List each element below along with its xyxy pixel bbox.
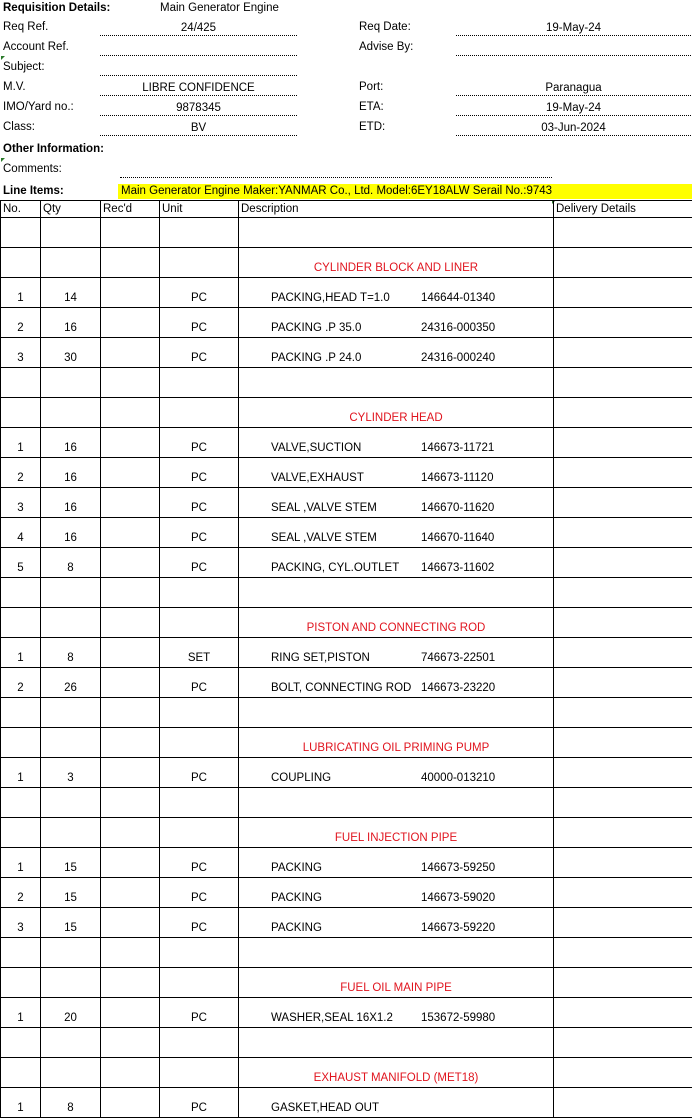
item-delivery-details[interactable] [554,308,692,338]
item-part-number: 146673-59020 [421,892,521,904]
comments-value[interactable] [120,163,552,178]
description-wrapper [241,502,551,514]
item-unit: PC [160,278,239,308]
empty-cell [1,818,41,848]
description-wrapper [241,772,551,784]
empty-cell [1,1058,41,1088]
account-ref-label: Account Ref. [3,41,69,53]
table-row [1,1088,692,1118]
port-label: Port: [359,81,383,93]
item-unit: PC [160,1088,239,1118]
req-date-label: Req Date: [359,21,411,33]
item-description [239,1088,554,1118]
header-no: No. [1,201,41,218]
req-date-value[interactable]: 19-May-24 [456,21,691,36]
item-part-number: 146644-01340 [421,292,521,304]
class-value[interactable]: BV [100,121,297,136]
table-row [1,878,692,908]
item-description [239,998,554,1028]
item-delivery-details[interactable] [554,848,692,878]
empty-cell [160,788,239,818]
item-no: 3 [1,488,41,518]
item-part-number: 146673-59250 [421,862,521,874]
empty-cell [160,698,239,728]
item-delivery-details[interactable] [554,548,692,578]
item-no: 1 [1,278,41,308]
spacer-row [1,218,692,248]
empty-cell [239,368,554,398]
description-wrapper [241,892,551,904]
spacer-row [1,788,692,818]
item-unit: PC [160,758,239,788]
other-information-title: Other Information: [3,143,104,155]
item-part-number: 146670-11640 [421,532,521,544]
description-wrapper [241,472,551,484]
advise-by-label: Advise By: [359,41,413,53]
item-qty: 15 [41,878,101,908]
spacer-row [1,578,692,608]
req-ref-label: Req Ref. [3,21,48,33]
empty-cell [1,398,41,428]
item-received[interactable] [101,338,160,368]
item-received[interactable] [101,848,160,878]
empty-cell [1,938,41,968]
empty-cell [41,818,101,848]
item-delivery-details[interactable] [554,458,692,488]
section-title: CYLINDER HEAD [239,398,554,428]
item-unit: PC [160,338,239,368]
item-description [239,668,554,698]
item-received[interactable] [101,278,160,308]
item-name: SEAL ,VALVE STEM [271,502,421,514]
section-header-row [1,1058,692,1088]
item-part-number: 146673-11602 [421,562,521,574]
item-part-number: 146673-11120 [421,472,521,484]
empty-cell[interactable] [101,1028,160,1058]
empty-cell [160,968,239,998]
spacer-row [1,938,692,968]
description-wrapper [241,532,551,544]
item-name: RING SET,PISTON [271,652,421,664]
table-row [1,638,692,668]
etd-label: ETD: [359,121,385,133]
empty-cell[interactable] [101,578,160,608]
item-no: 1 [1,848,41,878]
advise-by-value[interactable] [456,41,691,56]
empty-cell [160,608,239,638]
header-unit: Unit [160,201,239,218]
line-items-banner [118,184,692,199]
empty-cell [160,1028,239,1058]
item-qty: 15 [41,848,101,878]
item-name: WASHER,SEAL 16X1.2 [271,1012,421,1024]
port-value[interactable]: Paranagua [456,81,691,96]
empty-cell [1,218,41,248]
description-wrapper [241,1102,551,1114]
item-name: VALVE,EXHAUST [271,472,421,484]
description-wrapper [241,352,551,364]
item-no: 3 [1,338,41,368]
empty-cell [160,728,239,758]
item-delivery-details[interactable] [554,488,692,518]
empty-cell [160,398,239,428]
item-no: 1 [1,428,41,458]
section-title: CYLINDER BLOCK AND LINER [239,248,554,278]
item-description [239,458,554,488]
empty-cell[interactable] [554,938,692,968]
item-no: 2 [1,308,41,338]
item-part-number: 24316-000350 [421,322,521,334]
item-name: PACKING .P 24.0 [271,352,421,364]
empty-cell[interactable] [554,368,692,398]
empty-cell [41,248,101,278]
item-name: PACKING, CYL.OUTLET [271,562,421,574]
table-row [1,428,692,458]
item-delivery-details[interactable] [554,668,692,698]
empty-cell [41,968,101,998]
item-qty: 16 [41,518,101,548]
item-name: PACKING [271,862,421,874]
item-delivery-details[interactable] [554,758,692,788]
empty-cell [41,938,101,968]
account-ref-value[interactable] [100,41,297,56]
item-no: 4 [1,518,41,548]
item-received[interactable] [101,878,160,908]
section-header-row [1,728,692,758]
empty-cell [41,398,101,428]
imo-label: IMO/Yard no.: [3,101,74,113]
empty-cell [1,608,41,638]
empty-cell [160,578,239,608]
empty-cell [41,698,101,728]
empty-cell [239,218,554,248]
item-unit: SET [160,638,239,668]
item-description [239,878,554,908]
item-no: 1 [1,638,41,668]
empty-cell[interactable] [554,788,692,818]
table-row [1,488,692,518]
empty-cell [1,578,41,608]
table-row [1,998,692,1028]
table-row [1,848,692,878]
item-description [239,488,554,518]
item-unit: PC [160,458,239,488]
table-header-row [1,201,692,218]
empty-cell [101,968,160,998]
table-row [1,518,692,548]
table-row [1,548,692,578]
empty-cell [41,578,101,608]
item-part-number: 40000-013210 [421,772,521,784]
item-delivery-details[interactable] [554,878,692,908]
item-delivery-details[interactable] [554,998,692,1028]
section-title: LUBRICATING OIL PRIMING PUMP [239,728,554,758]
item-no: 1 [1,1088,41,1118]
item-no: 1 [1,998,41,1028]
empty-cell [239,788,554,818]
empty-cell [101,398,160,428]
empty-cell[interactable] [554,1028,692,1058]
empty-cell [160,248,239,278]
item-name: PACKING .P 35.0 [271,322,421,334]
item-qty: 16 [41,458,101,488]
item-delivery-details[interactable] [554,338,692,368]
empty-cell[interactable] [101,938,160,968]
comments-label: Comments: [3,163,62,175]
item-unit: PC [160,518,239,548]
mv-label: M.V. [3,81,26,93]
line-items-table [0,200,692,1118]
empty-cell [554,818,692,848]
item-qty: 15 [41,908,101,938]
item-name: PACKING [271,922,421,934]
subject-label: Subject: [3,61,45,73]
item-part-number: 153672-59980 [421,1012,521,1024]
description-wrapper [241,292,551,304]
item-unit: PC [160,428,239,458]
empty-cell [239,698,554,728]
item-received[interactable] [101,638,160,668]
item-received[interactable] [101,488,160,518]
empty-cell [1,728,41,758]
item-no: 2 [1,668,41,698]
empty-cell [41,368,101,398]
etd-value[interactable]: 03-Jun-2024 [456,121,691,136]
item-qty: 8 [41,638,101,668]
subject-value[interactable] [100,61,297,76]
item-no: 3 [1,908,41,938]
item-description [239,908,554,938]
empty-cell [554,608,692,638]
item-description [239,518,554,548]
description-wrapper [241,862,551,874]
description-wrapper [241,1012,551,1024]
empty-cell[interactable] [101,698,160,728]
item-part-number: 146673-59220 [421,922,521,934]
empty-cell[interactable] [101,218,160,248]
description-wrapper [241,562,551,574]
empty-cell [160,938,239,968]
spacer-row [1,1028,692,1058]
item-unit: PC [160,998,239,1028]
item-qty: 8 [41,548,101,578]
item-unit: PC [160,548,239,578]
item-received[interactable] [101,908,160,938]
item-description [239,848,554,878]
item-no: 2 [1,458,41,488]
item-delivery-details[interactable] [554,278,692,308]
item-no: 1 [1,758,41,788]
item-delivery-details[interactable] [554,428,692,458]
item-part-number: 146673-23220 [421,682,521,694]
eta-label: ETA: [359,101,384,113]
item-qty: 16 [41,308,101,338]
table-row [1,458,692,488]
line-items-label: Line Items: [3,185,64,197]
item-description [239,428,554,458]
item-received[interactable] [101,308,160,338]
item-name: SEAL ,VALVE STEM [271,532,421,544]
cell-comment-marker [1,158,5,162]
empty-cell [1,968,41,998]
item-received[interactable] [101,548,160,578]
empty-cell [160,218,239,248]
empty-cell [101,248,160,278]
empty-cell [41,218,101,248]
item-part-number: 746673-22501 [421,652,521,664]
item-no: 5 [1,548,41,578]
section-header-row [1,818,692,848]
table-row [1,338,692,368]
section-title: PISTON AND CONNECTING ROD [239,608,554,638]
table-row [1,668,692,698]
eta-value[interactable]: 19-May-24 [456,101,691,116]
section-header-row [1,248,692,278]
item-delivery-details[interactable] [554,638,692,668]
empty-cell[interactable] [554,218,692,248]
cell-comment-marker [1,56,5,60]
section-title: FUEL INJECTION PIPE [239,818,554,848]
item-received[interactable] [101,428,160,458]
empty-cell [101,818,160,848]
item-received[interactable] [101,1088,160,1118]
empty-cell[interactable] [101,788,160,818]
spacer-row [1,698,692,728]
empty-cell[interactable] [101,368,160,398]
imo-value[interactable]: 9878345 [100,101,297,116]
item-part-number: 24316-000240 [421,352,521,364]
empty-cell [41,1028,101,1058]
item-name: GASKET,HEAD OUT [271,1102,421,1114]
line-items-body [1,218,692,1118]
empty-cell [41,1058,101,1088]
requisition-details-label: Requisition Details: [3,2,110,14]
item-name: PACKING,HEAD T=1.0 [271,292,421,304]
header-recd: Rec'd [101,201,160,218]
empty-cell [160,1058,239,1088]
item-name: VALVE,SUCTION [271,442,421,454]
item-name: PACKING [271,892,421,904]
table-row [1,908,692,938]
item-part-number: 146673-11721 [421,442,521,454]
item-delivery-details[interactable] [554,1088,692,1118]
empty-cell [1,1028,41,1058]
section-title: EXHAUST MANIFOLD (MET18) [239,1058,554,1088]
item-qty: 20 [41,998,101,1028]
spacer-row [1,368,692,398]
item-name: COUPLING [271,772,421,784]
description-wrapper [241,922,551,934]
item-received[interactable] [101,998,160,1028]
section-header-row [1,608,692,638]
item-description [239,308,554,338]
item-description [239,638,554,668]
item-part-number: 146670-11620 [421,502,521,514]
item-unit: PC [160,848,239,878]
item-qty: 16 [41,488,101,518]
item-qty: 30 [41,338,101,368]
item-received[interactable] [101,458,160,488]
item-unit: PC [160,668,239,698]
item-unit: PC [160,878,239,908]
empty-cell [239,938,554,968]
empty-cell [554,248,692,278]
empty-cell [101,728,160,758]
line-items-banner-text: Main Generator Engine Maker:YANMAR Co., Ltd. Model:6EY18ALW Serail No.:9743 [121,184,552,199]
item-unit: PC [160,908,239,938]
item-unit: PC [160,308,239,338]
description-wrapper [241,322,551,334]
empty-cell [1,368,41,398]
item-description [239,548,554,578]
item-qty: 8 [41,1088,101,1118]
requisition-details-value: Main Generator Engine [160,2,279,14]
empty-cell [160,368,239,398]
empty-cell[interactable] [554,698,692,728]
empty-cell [41,728,101,758]
empty-cell [554,728,692,758]
req-ref-value[interactable]: 24/425 [100,21,297,36]
empty-cell [1,248,41,278]
empty-cell [239,1028,554,1058]
item-delivery-details[interactable] [554,518,692,548]
item-received[interactable] [101,518,160,548]
description-wrapper [241,682,551,694]
empty-cell [554,968,692,998]
section-header-row [1,968,692,998]
item-description [239,278,554,308]
mv-value[interactable]: LIBRE CONFIDENCE [100,81,297,96]
empty-cell [1,788,41,818]
item-qty: 16 [41,428,101,458]
header-qty: Qty [41,201,101,218]
header-description: Description [239,201,554,218]
item-description [239,758,554,788]
empty-cell [554,398,692,428]
description-wrapper [241,442,551,454]
header-delivery-details: Delivery Details [554,201,692,218]
empty-cell [554,1058,692,1088]
empty-cell [101,608,160,638]
section-title: FUEL OIL MAIN PIPE [239,968,554,998]
item-received[interactable] [101,668,160,698]
item-delivery-details[interactable] [554,908,692,938]
empty-cell[interactable] [554,578,692,608]
table-row [1,308,692,338]
item-qty: 26 [41,668,101,698]
item-part-number [421,1102,521,1114]
empty-cell [41,608,101,638]
item-qty: 14 [41,278,101,308]
empty-cell [1,698,41,728]
table-row [1,278,692,308]
empty-cell [41,788,101,818]
empty-cell [160,818,239,848]
empty-cell [239,578,554,608]
table-row [1,758,692,788]
item-unit: PC [160,488,239,518]
empty-cell [101,1058,160,1088]
section-header-row [1,398,692,428]
item-received[interactable] [101,758,160,788]
item-description [239,338,554,368]
description-wrapper [241,652,551,664]
class-label: Class: [3,121,35,133]
item-no: 2 [1,878,41,908]
item-qty: 3 [41,758,101,788]
item-name: BOLT, CONNECTING ROD [271,682,421,694]
